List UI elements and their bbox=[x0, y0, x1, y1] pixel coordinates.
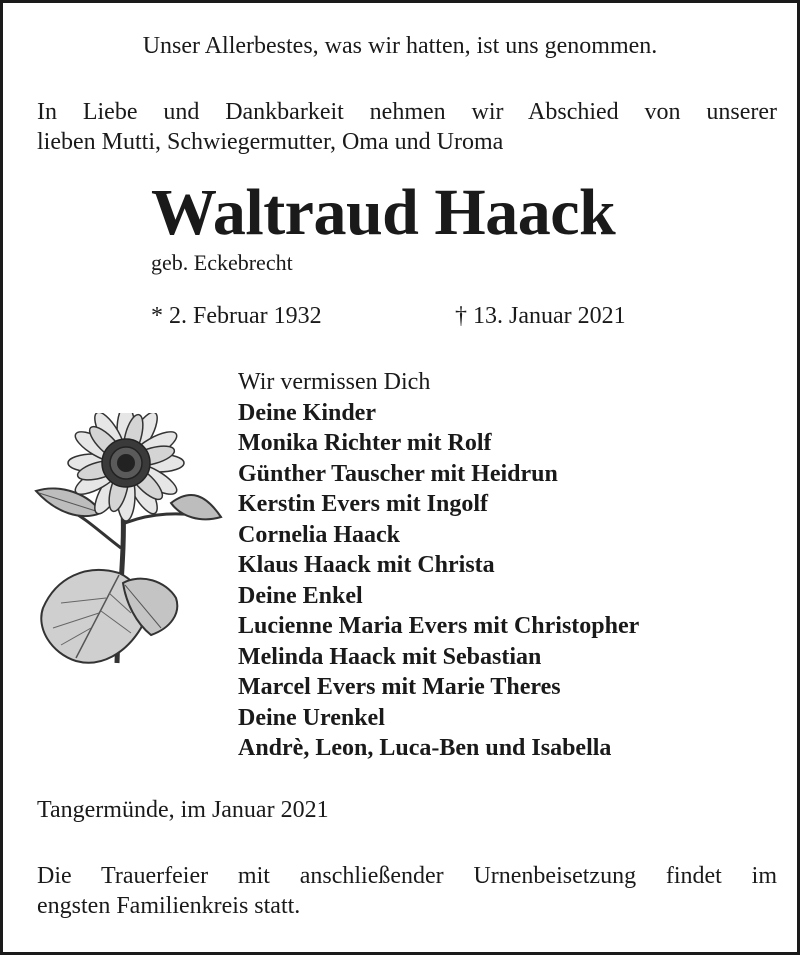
notice-line: Die Trauerfeier mit anschließender Urnenbeisetzung findet im bbox=[37, 863, 777, 889]
mourners-list bbox=[238, 367, 639, 764]
mourner-line: Melinda Haack mit Sebastian bbox=[238, 643, 542, 670]
mourner-line: Deine Kinder bbox=[238, 399, 376, 426]
intro-line: lieben Mutti, Schwiegermutter, Oma und Uroma bbox=[37, 129, 504, 155]
mourner-line: Günther Tauscher mit Heidrun bbox=[238, 460, 558, 487]
mourner-line: Andrè, Leon, Luca-Ben und Isabella bbox=[238, 735, 612, 761]
mourner-line: Kerstin Evers mit Ingolf bbox=[238, 491, 488, 517]
mourner-line: Lucienne Maria Evers mit Christopher bbox=[238, 613, 640, 639]
mourner-line: Marcel Evers mit Marie Theres bbox=[238, 674, 561, 700]
birth-date: * 2. Februar 1932 bbox=[151, 303, 322, 329]
mourner-line: Deine Urenkel bbox=[238, 704, 385, 731]
birth-name: geb. Eckebrecht bbox=[151, 250, 293, 275]
death-date: † 13. Januar 2021 bbox=[455, 303, 626, 329]
mourner-line: Deine Enkel bbox=[238, 582, 363, 609]
place-date: Tangermünde, im Januar 2021 bbox=[37, 797, 329, 823]
mourner-line: Wir vermissen Dich bbox=[238, 369, 431, 395]
sunflower-illustration bbox=[31, 413, 231, 673]
funeral-notice bbox=[37, 861, 777, 921]
notice-line: engsten Familienkreis statt. bbox=[37, 893, 301, 919]
mourner-line: Monika Richter mit Rolf bbox=[238, 430, 492, 456]
mourner-line: Cornelia Haack bbox=[238, 521, 400, 548]
mourner-line: Klaus Haack mit Christa bbox=[238, 552, 495, 578]
deceased-name: Waltraud Haack bbox=[151, 176, 616, 249]
motto: Unser Allerbestes, was wir hatten, ist uns genommen. bbox=[142, 33, 658, 59]
intro-line: In Liebe und Dankbarkeit nehmen wir Abschied von unserer bbox=[37, 99, 777, 125]
intro-text bbox=[37, 97, 777, 157]
